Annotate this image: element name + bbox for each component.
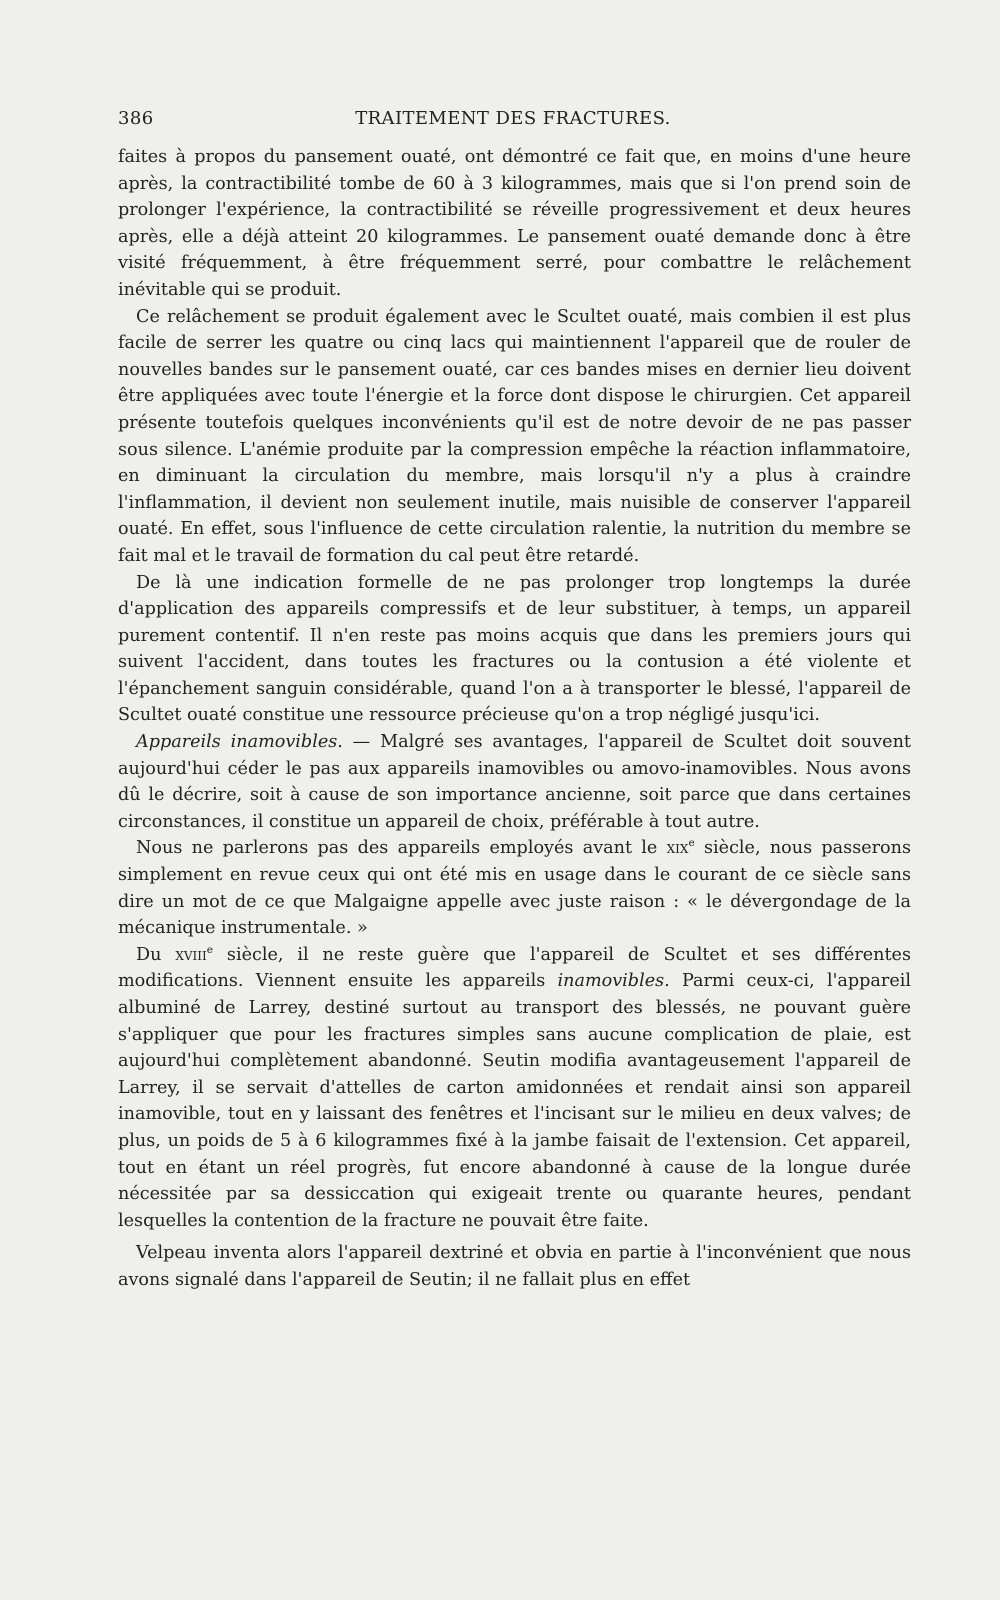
paragraph-4 bbox=[118, 729, 911, 835]
century-numeral: xviii bbox=[175, 944, 207, 965]
italic-inamovibles: inamovibles. bbox=[557, 971, 670, 992]
paragraph-3: De là une indication formelle de ne pas prolonger trop longtemps la durée d'application des appareils compressifs et de leur substituer, à temps, un appareil purement contentif. Il n'en reste pas moins acquis que dans les premiers jours qui suivent l'accident, dans toutes les fractures ou la contusion a été violente et l'épanchement sanguin considérable, quand l'on a à transporter le blessé, l'appareil de Scultet ouaté constitue une ressource précieuse qu'on a trop négligé jusqu'ici. bbox=[118, 572, 911, 726]
body-text bbox=[118, 144, 911, 1294]
page-header bbox=[118, 108, 908, 134]
paragraph-6: Du xviii$^e$ siècle, il ne reste guère que l'appareil de Scultet et ses différentes modifications. Viennent ensuite les appareils inamovibles. Parmi ceux-ci, l'appareil albuminé de Larrey, destiné surtout au transport des blessés, ne pouvant guère s'appliquer que pour les fractures simples sans aucune complication de plaie, est aujourd'hui complètement abandonné. Seutin modifia avantageusement l'appareil de Larrey, il se servait d'attelles de carton amidonnées et rendait ainsi son appareil inamovible, tout en y laissant des fenêtres et l'incisant sur le milieu en deux valves; de plus, un poids de 5 à 6 kilogrammes fixé à la jambe faisait de l'extension. Cet appareil, tout en étant un réel progrès, fut encore abandonné à cause de la longue durée nécessitée par sa dessiccation qui exigeait trente ou quarante heures, pendant lesquelles la contention de la fracture ne pouvait être faite. bbox=[118, 943, 911, 1231]
century-superscript: e bbox=[206, 943, 214, 956]
running-title: TRAITEMENT DES FRACTURES. bbox=[355, 108, 671, 129]
paragraph-4-text: — Malgré ses avantages, l'appareil de Scultet doit souvent aujourd'hui céder le pas aux appareils inamovibles ou amovo-inamovibles. Nous avons dû le décrire, soit à cause de son importance ancienne, soit parce que dans certaines circonstances, il constitue un appareil de choix, préférable à tout autre. bbox=[118, 732, 911, 832]
paragraph-1: faites à propos du pansement ouaté, ont démontré ce fait que, en moins d'une heure après, la contractibilité tombe de 60 à 3 kilogrammes, mais que si l'on prend soin de prolonger l'expérience, la contractibilité se réveille progressivement et deux heures après, elle a déjà atteint 20 kilogrammes. Le pansement ouaté demande donc à être visité fréquemment, à être fréquemment serré, pour combattre le relâchement inévitable qui se produit. bbox=[118, 147, 911, 300]
paragraph-2: Ce relâchement se produit également avec le Scultet ouaté, mais combien il est plus facile de serrer les quatre ou cinq lacs qui maintiennent l'appareil que de rouler de nouvelles bandes sur le pansement ouaté, car ces bandes mises en dernier lieu doivent être appliquées avec toute l'énergie et la force dont dispose le chirurgien. Cet appareil présente toutefois quelques inconvénients qu'il est de notre devoir de ne pas passer sous silence. L'anémie produite par la compression empêche la réaction inflammatoire, en diminuant la circulation du membre, mais lorsqu'il n'y a plus à craindre l'inflammation, il devient non seulement inutile, mais nuisible de conserver l'appareil ouaté. En effet, sous l'influence de cette circulation ralentie, la nutrition du membre se fait mal et le travail de formation du cal peut être retardé. bbox=[118, 306, 911, 566]
paragraph-5: Nous ne parlerons pas des appareils employés avant le xix$^e$ siècle, nous passerons simplement en revue ceux qui ont été mis en usage dans le courant de ce siècle sans dire un mot de ce que Malgaigne appelle avec juste raison : « le dévergondage de la mécanique instrumentale. » bbox=[118, 837, 911, 939]
century-superscript: e bbox=[688, 837, 695, 850]
section-heading-appareils-inamovibles: Appareils inamovibles. bbox=[136, 732, 343, 753]
century-numeral: xix bbox=[666, 838, 689, 859]
paragraph-7: Velpeau inventa alors l'appareil dextriné et obvia en partie à l'inconvénient que nous avons signalé dans l'appareil de Seutin; il ne fallait plus en effet bbox=[118, 1243, 911, 1290]
page-number: 386 bbox=[118, 108, 154, 129]
